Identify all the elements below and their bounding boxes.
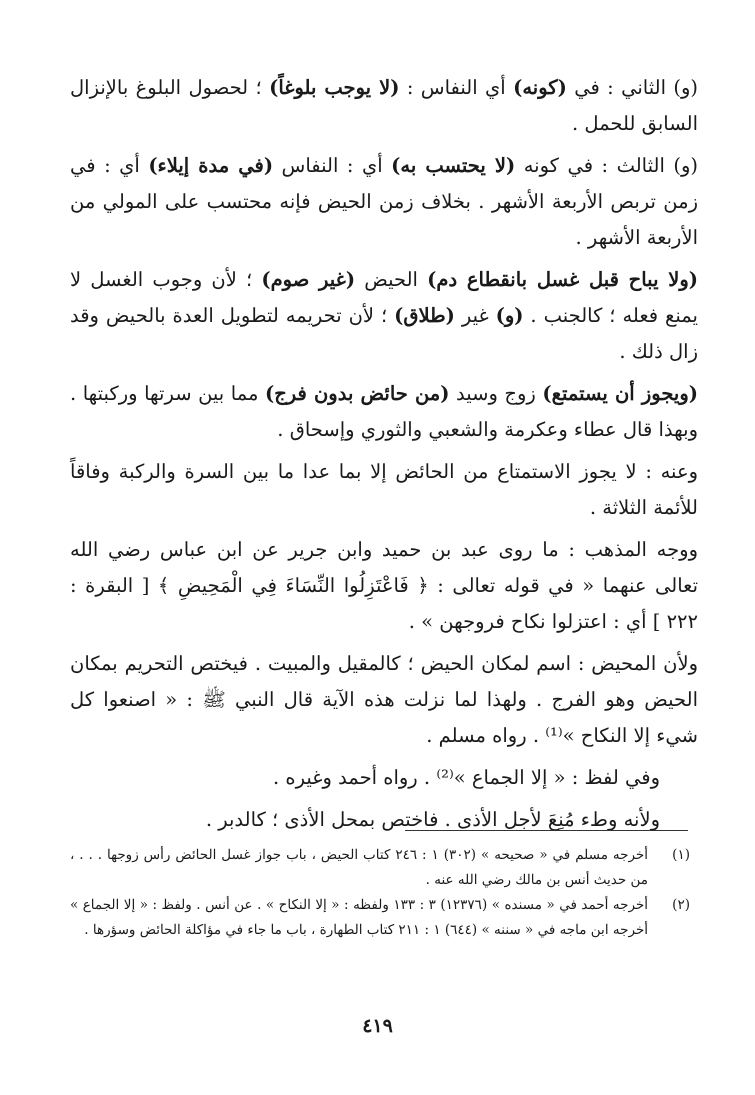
- page-number: ٤١٩: [362, 1015, 393, 1037]
- text-segment: (و) الثاني : في: [566, 76, 699, 99]
- bold-text-segment: (من حائض بدون فرج): [264, 382, 450, 405]
- bold-text-segment: (لا يوجب بلوغاً): [269, 76, 400, 99]
- text-segment: وعنه : لا يجوز الاستمتاع من الحائض إلا بما عدا ما بين السرة والركبة وفاقاً للأئمة الثلاثة .: [70, 460, 698, 519]
- footnote: [70, 843, 690, 893]
- paragraph: [70, 802, 698, 838]
- bold-text-segment: (كونه): [513, 76, 567, 99]
- bold-text-segment: (غير صوم): [261, 268, 356, 291]
- footnote: [70, 893, 690, 943]
- text-segment: الحيض: [355, 268, 428, 291]
- paragraph: [70, 532, 698, 640]
- footnotes: [70, 843, 690, 943]
- text-segment: أي النفاس :: [399, 76, 514, 99]
- text-segment: ؛ لحصول البلوغ بالإنزال السابق للحمل .: [70, 76, 698, 135]
- bold-text-segment: (طلاق): [394, 304, 455, 327]
- text-segment: أي : في زمن تربص الأربعة الأشهر . بخلاف زمن الحيض فإنه محتسب على المولي من الأربعة الأشهر .: [70, 154, 698, 249]
- bold-text-segment: (لا يحتسب به): [391, 154, 516, 177]
- text-segment: (و) الثالث : في كونه: [515, 154, 698, 177]
- text-segment: أي : النفاس: [273, 154, 392, 177]
- text-segment: ؛ لأن تحريمه لتطويل العدة بالحيض وقد زال ذلك .: [70, 304, 698, 363]
- text-segment: ؛ لأن وجوب الغسل لا يمنع فعله ؛ كالجنب .: [70, 268, 698, 327]
- footnote-number: (٢): [672, 897, 690, 913]
- text-segment: ولأنه وطء مُنِعَ لأجل الأذى . فاختص بمحل الأذى ؛ كالدبر .: [205, 808, 660, 831]
- paragraph: [70, 454, 698, 526]
- text-segment: مما بين سرتها وركبتها . وبهذا قال عطاء وعكرمة والشعبي والثوري وإسحاق .: [70, 382, 698, 441]
- paragraph: [70, 376, 698, 448]
- bold-text-segment: (في مدة إيلاء): [148, 154, 274, 177]
- text-segment: غير: [454, 304, 496, 327]
- bold-text-segment: (ويجوز أن يستمتع): [542, 382, 698, 405]
- footnote-text: أخرجه مسلم في « صحيحه » (٣٠٢) ١ : ٢٤٦ كتاب الحيض ، باب جواز غسل الحائض رأس زوجها . . . ، من حديث أنس بن مالك رضي الله عنه .: [70, 847, 648, 888]
- paragraph: [70, 262, 698, 370]
- text-segment: زوج وسيد: [449, 382, 543, 405]
- main-text: [70, 70, 698, 844]
- text-segment: ولأن المحيض : اسم لمكان الحيض ؛ كالمقيل والمبيت . فيختص التحريم بمكان الحيض وهو الفرج . ولهذا لما نزلت هذه الآية قال النبي ﷺ : « اصنعوا كل شيء إلا النكاح »⁽¹⁾ . رواه مسلم .: [70, 652, 698, 747]
- paragraph: [70, 148, 698, 256]
- paragraph: [70, 646, 698, 754]
- footnote-number: (١): [672, 847, 690, 863]
- text-segment: ووجه المذهب : ما روى عبد بن حميد وابن جرير عن ابن عباس رضي الله تعالى عنهما « في قوله تعالى : ﴿ فَاعْتَزِلُوا النِّسَاءَ فِي الْمَحِيضِ ﴾ [ البقرة : ٢٢٢ ] أي : اعتزلوا نكاح فروجهن » .: [70, 538, 698, 633]
- paragraph: [70, 70, 698, 142]
- footnote-text: أخرجه أحمد في « مسنده » (١٢٣٧٦) ٣ : ١٣٣ ولفظه : « إلا النكاح » . عن أنس . ولفظ : « إلا الجماع » أخرجه ابن ماجه في « سننه » (٦٤٤) ١ : ٢١١ كتاب الطهارة ، باب ما جاء في مؤاكلة الحائض وسؤرها .: [70, 897, 648, 938]
- text-segment: وفي لفظ : « إلا الجماع »⁽²⁾ . رواه أحمد وغيره .: [273, 766, 660, 789]
- bold-text-segment: (و): [495, 304, 524, 327]
- footnote-separator: [405, 830, 688, 831]
- bold-text-segment: (ولا يباح قبل غسل بانقطاع دم): [427, 268, 698, 291]
- paragraph: [70, 760, 698, 796]
